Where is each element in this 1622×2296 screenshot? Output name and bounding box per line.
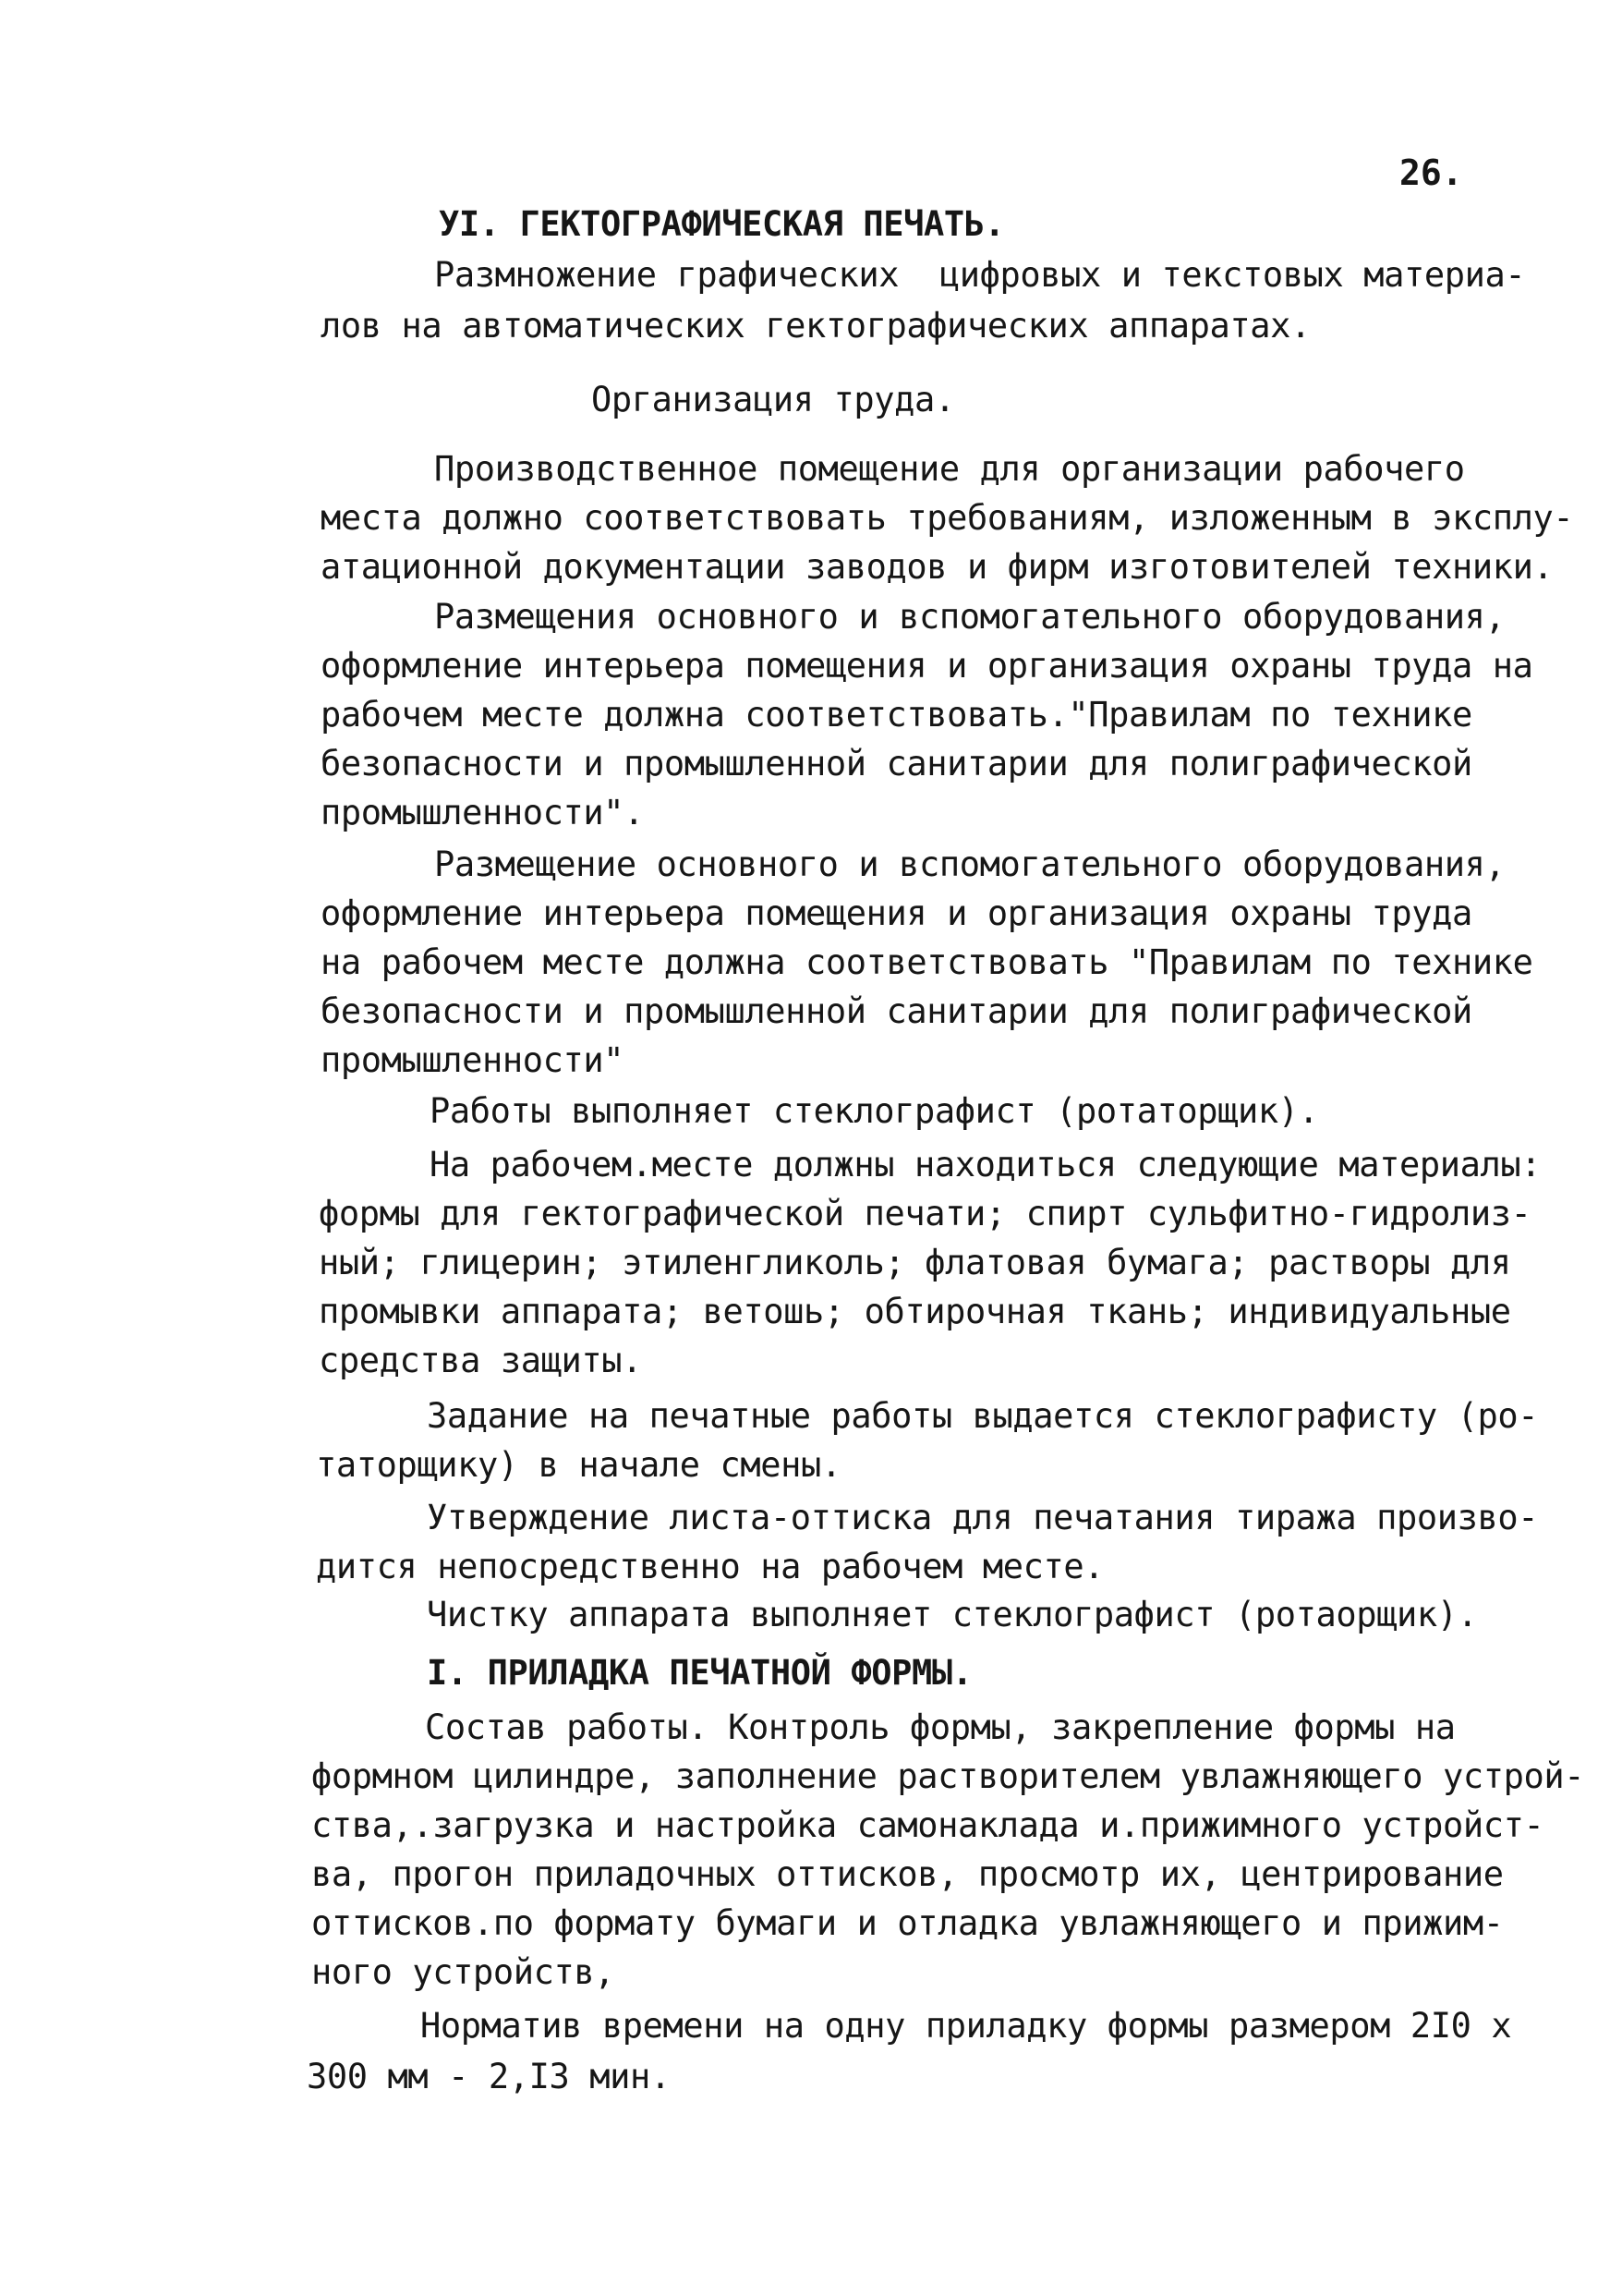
paragraph-line: места должно соответствовать требованиям, изложенным в эксплу-: [321, 498, 1574, 538]
paragraph-line: на рабочем месте должна соответствовать "Правилам по технике: [321, 942, 1533, 982]
paragraph-line: формном цилиндре, заполнение растворителем увлажняющего устрой-: [311, 1756, 1585, 1796]
paragraph-line: оформление интерьера помещения и организация охраны труда на: [321, 646, 1533, 686]
paragraph-line: Производственное помещение для организации рабочего: [434, 449, 1465, 489]
section-title: УI. ГЕКТОГРАФИЧЕСКАЯ ПЕЧАТЬ.: [439, 204, 1005, 244]
paragraph-line: ного устройств,: [311, 1952, 615, 1992]
section-subtitle-line: Размножение графических цифровых и текстовых материа-: [434, 255, 1526, 295]
paragraph-line: средства защиты.: [319, 1341, 643, 1380]
paragraph-line: дится непосредственно на рабочем месте.: [316, 1547, 1105, 1586]
org-heading: Организация труда.: [591, 380, 955, 419]
paragraph-line: Утверждение листа-оттиска для печатания тиража произво-: [427, 1498, 1539, 1537]
paragraph-line: таторщику) в начале смены.: [316, 1445, 841, 1485]
paragraph-line: 300 мм - 2,I3 мин.: [307, 2057, 671, 2096]
paragraph-line: Состав работы. Контроль формы, закрепление формы на: [425, 1707, 1456, 1747]
paragraph-line: ства,.загрузка и настройка самонаклада и.прижимного устройст-: [311, 1805, 1544, 1845]
paragraph-line: безопасности и промышленной санитарии для полиграфической: [321, 744, 1472, 784]
paragraph-line: Задание на печатные работы выдается стеклографисту (ро-: [427, 1396, 1539, 1436]
paragraph-line: Размещения основного и вспомогательного оборудования,: [434, 597, 1506, 637]
paragraph-line: Норматив времени на одну приладку формы размером 2I0 x: [420, 2006, 1512, 2046]
section-subtitle-line: лов на автоматических гектографических аппаратах.: [321, 306, 1311, 346]
paragraph-line: ва, прогон приладочных оттисков, просмотр их, центрирование: [311, 1854, 1504, 1894]
paragraph-line: промышленности".: [321, 793, 645, 832]
paragraph-line: оформление интерьера помещения и организация охраны труда: [321, 893, 1472, 933]
paragraph-line: ный; глицерин; этиленгликоль; флатовая бумага; растворы для: [319, 1243, 1511, 1282]
subsection-title: I. ПРИЛАДКА ПЕЧАТНОЙ ФОРМЫ.: [427, 1653, 973, 1693]
paragraph-line: рабочем месте должна соответствовать."Правилам по технике: [321, 695, 1472, 735]
paragraph-line: атационной документации заводов и фирм изготовителей техники.: [321, 547, 1554, 587]
paragraph-line: формы для гектографической печати; спирт сульфитно-гидролиз-: [319, 1194, 1531, 1233]
paragraph-line: Работы выполняет стеклографист (ротаторщик).: [430, 1091, 1319, 1131]
page-number: 26.: [1399, 152, 1463, 193]
paragraph-line: Чистку аппарата выполняет стеклографист (ротаорщик).: [427, 1595, 1478, 1634]
paragraph-line: Размещение основного и вспомогательного оборудования,: [434, 844, 1506, 884]
paragraph-line: оттисков.по формату бумаги и отладка увлажняющего и прижим-: [311, 1903, 1504, 1943]
paragraph-line: промышленности": [321, 1040, 624, 1080]
paragraph-line: промывки аппарата; ветошь; обтирочная ткань; индивидуальные: [319, 1292, 1511, 1331]
paragraph-line: На рабочем.месте должны находиться следующие материалы:: [430, 1145, 1542, 1184]
paragraph-line: безопасности и промышленной санитарии для полиграфической: [321, 991, 1472, 1031]
